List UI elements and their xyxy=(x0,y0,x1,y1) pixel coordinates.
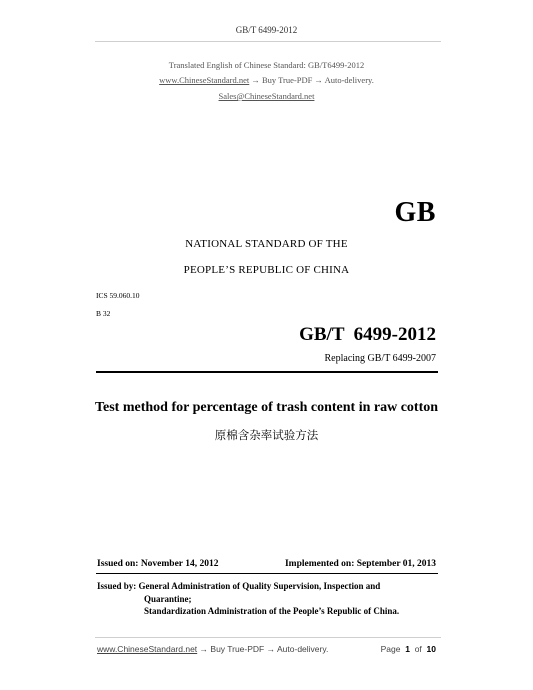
standard-number: GB/T 6499-2012 xyxy=(299,324,436,345)
running-header: GB/T 6499-2012 xyxy=(235,25,298,35)
issued-by-line-3: Standardization Administration of the People’s Republic of China. xyxy=(144,606,400,616)
footer-chinesestandard-link[interactable]: www.ChineseStandard.net xyxy=(97,644,198,654)
footer-link-rest: → Buy True-PDF → Auto-delivery. xyxy=(197,644,329,654)
issued-by-line-2: Quarantine; xyxy=(144,593,192,604)
issuer-line-2: PEOPLE’S REPUBLIC OF CHINA xyxy=(183,264,350,276)
gb-logo: GB xyxy=(394,197,436,228)
replacing-note: Replacing GB/T 6499-2007 xyxy=(324,353,436,364)
email-line xyxy=(0,91,533,101)
issued-by-block xyxy=(97,580,442,618)
page-label: Page xyxy=(380,644,401,654)
footer-link-line xyxy=(97,644,328,654)
page-of: of xyxy=(414,644,422,654)
footer-divider xyxy=(95,637,441,638)
title-english: Test method for percentage of trash content in raw cotton xyxy=(94,400,439,415)
issued-by-line-1: General Administration of Quality Supervision, Inspection and xyxy=(138,581,381,591)
chinesestandard-link[interactable]: www.ChineseStandard.net xyxy=(159,75,250,85)
page-total: 10 xyxy=(426,644,436,654)
dates-divider xyxy=(96,573,438,574)
title-chinese: 原棉含杂率试验方法 xyxy=(214,428,319,442)
ics-code: ICS 59.060.10 xyxy=(96,291,140,300)
ccs-code: B 32 xyxy=(96,309,111,318)
implemented-date: Implemented on: September 01, 2013 xyxy=(284,559,436,569)
issuer-line-1: NATIONAL STANDARD OF THE xyxy=(185,238,348,250)
translation-note: Translated English of Chinese Standard: GB/T6499-2012 xyxy=(168,60,365,70)
translation-link-rest: → Buy True-PDF → Auto-delivery. xyxy=(249,75,374,85)
issued-by-label: Issued by: xyxy=(97,581,137,591)
header-divider xyxy=(95,41,441,42)
title-divider xyxy=(96,371,438,373)
translation-link-line xyxy=(0,75,533,85)
issued-date: Issued on: November 14, 2012 xyxy=(97,559,219,569)
page-indicator xyxy=(381,644,436,654)
page-current: 1 xyxy=(405,644,410,654)
sales-email-link[interactable]: Sales@ChineseStandard.net xyxy=(218,91,315,101)
